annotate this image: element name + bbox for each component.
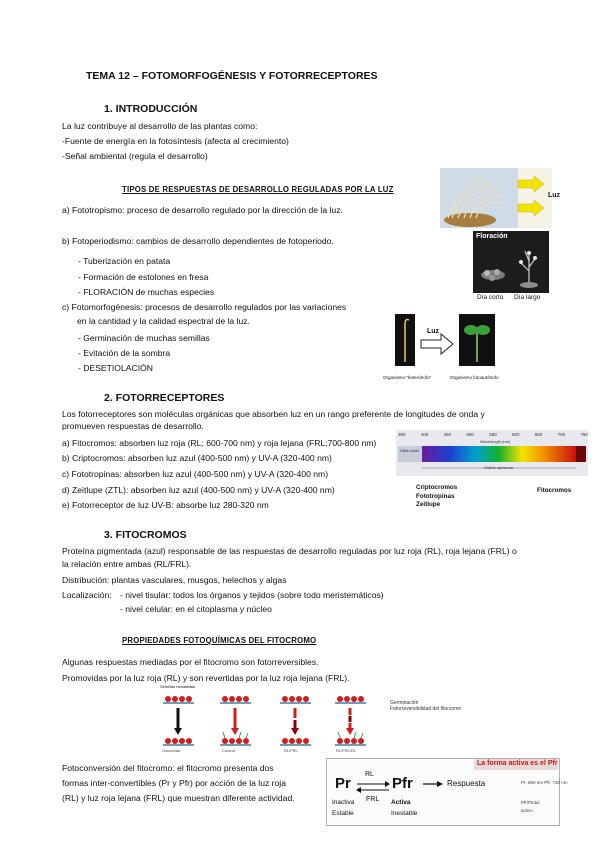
paragraph: (RL) y luz roja lejana (FRL) que muestran diferente actividad. <box>62 793 295 803</box>
row-label: RL/FRL <box>284 748 298 753</box>
frl-label: FRL <box>366 796 380 803</box>
side-note: Pfr/Ptotal <box>521 800 540 805</box>
page-title: TEMA 12 – FOTOMORFOGÉNESIS Y FOTORRECEPTORES <box>86 70 378 82</box>
flowering-image <box>473 231 549 293</box>
tick-label: 450 <box>443 432 452 437</box>
row-label: Oscuridad <box>162 748 181 753</box>
side-note: Pr: 660 nm Pfr: 730 nm <box>521 780 568 785</box>
legend-line: Fotorreversibilidad del fitocromo <box>390 706 462 712</box>
tick-label: 700 <box>557 432 566 437</box>
list-item: - FLORACIÓN de muchas especies <box>78 287 215 297</box>
tick-label: 750 <box>580 432 588 437</box>
distribucion: Distribución: plantas vasculares, musgos, helechos y algas <box>62 575 287 585</box>
phototropism-image <box>440 168 552 228</box>
activa-label: Activa <box>391 799 411 806</box>
item-fotomorfogenesis: c) Fotomorfogénesis: procesos de desarrollo regulados por las variaciones <box>62 302 347 312</box>
caption-fotoautotrofo: Organismo fotoautótrofo <box>450 375 499 380</box>
uv-label: Ultra-violet <box>400 448 420 453</box>
item-fototropismo: a) Fototropismo: proceso de desarrollo regulado por la dirección de la luz. <box>62 205 343 215</box>
paragraph: Fotoconversión del fitocromo: el fitocromo presenta dos <box>62 763 274 773</box>
interconversion-arrows <box>355 780 391 794</box>
tick-label: 400 <box>420 432 429 437</box>
diagram-top-label: Semillas hidratadas <box>160 684 195 689</box>
list-item: - Formación de estolones en fresa <box>78 272 209 282</box>
row-label: Control <box>222 748 235 753</box>
item-fotoperiodismo: b) Fotoperiodismo: cambios de desarrollo dependientes de fotoperiodo. <box>62 236 334 246</box>
estable-label: Estable <box>332 810 354 817</box>
localizacion-item: - nivel tisular: todos los órganos y tejidos (sobre todo meristemáticos) <box>120 590 384 600</box>
intro-bullet: -Fuente de energía en la fotosíntesis (afecta al crecimiento) <box>62 136 289 146</box>
blue-receptors-labels <box>416 484 457 510</box>
localizacion-label: Localización: <box>62 590 112 600</box>
receptor-item: a) Fitocromos: absorben luz roja (RL; 600-700 nm) y roja lejana (FRL;700-800 nm) <box>62 438 377 448</box>
tick-label: 550 <box>489 432 497 437</box>
propiedades-heading: PROPIEDADES FOTOQUÍMICAS DEL FITOCROMO <box>122 636 317 645</box>
tick-label: 600 <box>511 432 520 437</box>
receptor-item: e) Fotorreceptor de luz UV-B: absorbe luz 280-320 nm <box>62 500 269 510</box>
tick-label: 350 <box>398 432 406 437</box>
tipos-heading: TIPOS DE RESPUESTAS DE DESARROLLO REGULADAS POR LA LUZ <box>122 185 394 194</box>
inactiva-label: Inactiva <box>332 799 355 806</box>
paragraph: Algunas respuestas mediadas por el fitocromo son fotorreversibles. <box>62 657 319 667</box>
side-note: activo <box>521 808 533 813</box>
response-arrow <box>422 780 444 788</box>
localizacion-item: - nivel celular: en el citoplasma y núcleo <box>120 604 272 614</box>
paragraph: Los fotorreceptores son moléculas orgánicas que absorben luz en un rango preferente de longitudes de onda y <box>62 409 485 419</box>
tick-label: 650 <box>534 432 543 437</box>
active-form-banner: La forma activa es el Pfr <box>477 760 558 767</box>
receptor-item: b) Criptocromos: absorben luz azul (400-500 nm) y UV-A (320-400 nm) <box>62 453 332 463</box>
inestable-label: Inestable <box>391 810 418 817</box>
paragraph: Proteína pigmentada (azul) responsable de las respuestas de desarrollo reguladas por luz roja (RL), roja lejana (FRL) o <box>62 546 517 556</box>
paragraph: promueven respuestas de desarrollo. <box>62 421 204 431</box>
label-zeitlupe: Zeitlupe <box>416 501 441 508</box>
diagram-row-labels <box>160 748 370 754</box>
section-heading-introduccion: 1. INTRODUCCIÓN <box>104 103 198 115</box>
label-fitocromos: Fitocromos <box>537 487 572 494</box>
paragraph: Promovidas por la luz roja (RL) y son revertidas por la luz roja lejana (FRL). <box>62 673 350 683</box>
luz-label: Luz <box>548 192 561 199</box>
section-heading-fotorreceptores: 2. FOTORRECEPTORES <box>104 392 225 404</box>
caption-heterotrofo: Organismo "heterótrofo" <box>383 375 432 380</box>
receptor-item: d) Zeitlupe (ZTL): absorben luz azul (400-500 nm) y UV-A (320-400 nm) <box>62 485 335 495</box>
respuesta-label: Respuesta <box>447 779 486 788</box>
label-criptocromos: Criptocromos <box>416 484 458 491</box>
desetiolation-image <box>395 310 495 372</box>
luz-label: Luz <box>427 328 440 335</box>
dia-corto-label: Día corto <box>477 294 504 301</box>
visible-label: Visible spectrum <box>484 465 514 470</box>
seed-germination-diagram <box>160 688 370 748</box>
list-item: - DESETIOLACIÓN <box>78 363 153 373</box>
row-label: RL/FRL/RL <box>336 748 357 753</box>
legend-line: Germinación <box>390 700 419 706</box>
paragraph: la relación entre ambas (RL/FRL). <box>62 559 192 569</box>
paragraph: formas inter-convertibles (Pr y Pfr) por acción de la luz roja <box>62 778 286 788</box>
dia-largo-label: Día largo <box>514 294 541 301</box>
pr-label: Pr <box>335 775 351 792</box>
list-item: - Germinación de muchas semillas <box>78 333 210 343</box>
label-fototropinas: Fototropinas <box>416 492 455 500</box>
pfr-label: Pfr <box>392 775 413 792</box>
section-heading-fitocromos: 3. FITOCROMOS <box>104 529 187 541</box>
tick-label: 500 <box>466 432 474 437</box>
list-item: - Evitación de la sombra <box>78 348 171 358</box>
floracion-label: Floración <box>476 233 508 240</box>
intro-text: La luz contribuye al desarrollo de las plantas como: <box>62 121 258 131</box>
axis-label: Wavelength (nm) <box>480 439 511 444</box>
diagram-legend <box>390 700 461 712</box>
item-fotomorfogenesis-cont: en la cantidad y la calidad espectral de la luz. <box>77 316 250 326</box>
rl-label: RL <box>365 771 374 778</box>
intro-bullet: -Señal ambiental (regula el desarrollo) <box>62 151 208 161</box>
list-item: - Tuberización en patata <box>78 256 171 266</box>
receptor-item: c) Fototropinas: absorben luz azul (400-500 nm) y UV-A (320-400 nm) <box>62 469 329 479</box>
